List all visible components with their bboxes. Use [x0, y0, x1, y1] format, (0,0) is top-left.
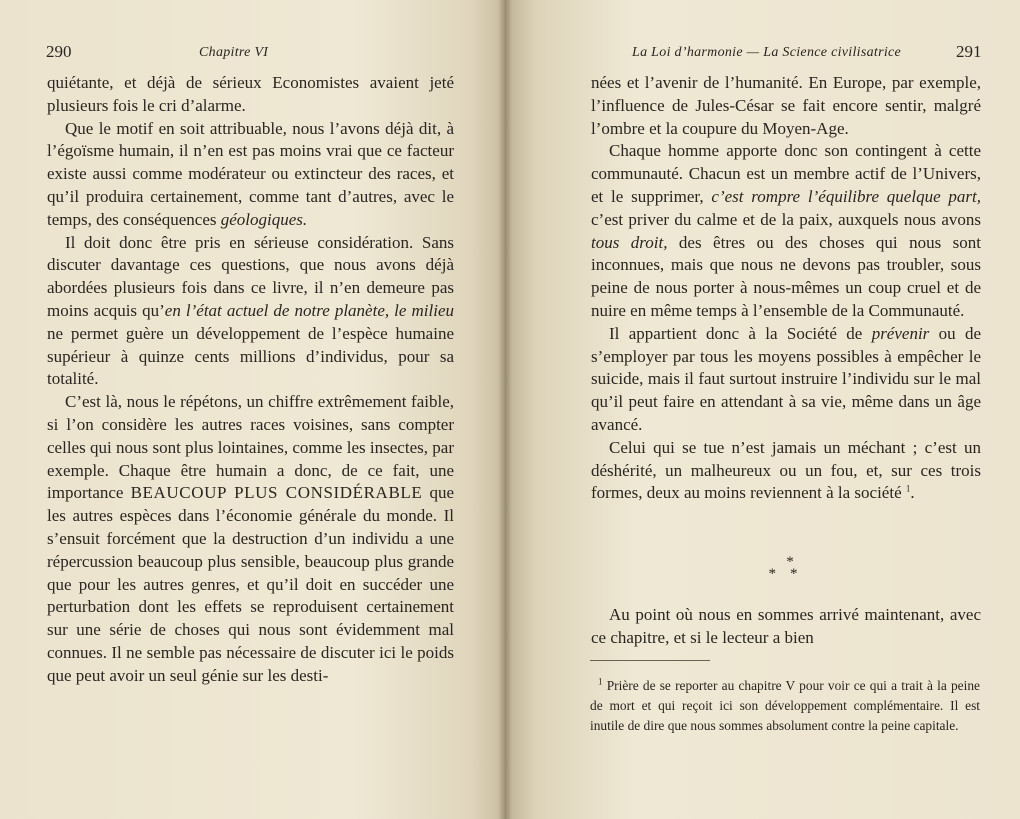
- paragraph: [47, 232, 454, 392]
- left-page: [0, 0, 505, 819]
- footnote: [590, 676, 980, 735]
- book-gutter: [498, 0, 512, 819]
- footnote-marker: 1: [598, 676, 603, 687]
- emphasis-caps: BEAUCOUP PLUS CONSIDÉRABLE: [130, 483, 423, 503]
- section-asterism: * **: [768, 554, 812, 582]
- italic-text: prévenir: [871, 323, 930, 343]
- paragraph: [47, 118, 454, 232]
- italic-text: tous droit,: [591, 232, 668, 252]
- footnote-ref: 1: [905, 483, 911, 494]
- closing-paragraph-text: Au point où nous en sommes arrivé maintenant, avec ce chapitre, et si le lecteur a bien: [591, 605, 981, 647]
- left-page-number: 290: [46, 42, 72, 61]
- text-run: Chaque homme apporte donc son contingent à cette communauté. Chacun est un membre actif de l’Univers, et le supprimer,: [591, 141, 981, 206]
- closing-paragraph: [591, 604, 981, 650]
- text-run: ne permet guère un développement de l’espèce humaine supérieur à quinze cents millions d’individus, pour sa totalité.: [47, 323, 454, 389]
- right-running-head: La Loi d’harmonie — La Science civilisatrice: [632, 45, 902, 60]
- text-run: c’est priver du calme et de la paix, auxquels nous avons: [591, 209, 981, 229]
- right-page-number: 291: [956, 42, 982, 61]
- paragraph: [591, 72, 981, 140]
- right-page: [505, 0, 1020, 819]
- paragraph: [591, 140, 981, 322]
- text-run: Il doit donc être pris en sérieuse considération. Sans discuter davantage ces questions, que nous avons déjà abordées plusieurs fois dans ce livre, il n’en demeure pas moins acquis qu’: [47, 232, 454, 320]
- footnote-rule: [590, 660, 710, 661]
- text-run: Que le motif en soit attribuable, nous l’avons déjà dit, à l’égoïsme humain, il n’en est pas moins vrai que ce facteur existe aussi comme modérateur ou extincteur des races, et qu’il produira certainement, comme tant d’autres, avec le temps, des conséquences: [47, 118, 454, 229]
- text-run: .: [910, 483, 915, 503]
- paragraph: [47, 72, 454, 118]
- text-run: C’est là, nous le répétons, un chiffre extrêmement faible, si l’on considère les autres races voisines, sans compter celles qui nous sont plus lointaines, comme les insectes, par exemple. Chaque être humain a donc, de ce fait, une importance: [47, 392, 454, 503]
- text-run: Il appartient donc à la Société de: [609, 323, 872, 343]
- paragraph: [591, 323, 981, 437]
- text-run: Celui qui se tue n’est jamais un méchant ; c’est un déshérité, un malheureux ou un fou, et, sur ces trois formes, deux au moins reviennent à la société: [591, 437, 981, 503]
- text-run: quiétante, et déjà de sérieux Economistes avaient jeté plusieurs fois le cri d’alarme.: [47, 73, 454, 115]
- right-page-body: [591, 72, 981, 505]
- text-run: ou de s’employer par tous les moyens possibles à empêcher le suicide, mais il faut surtout instruire l’individu sur le mal qu’il peut faire en attendant à sa vie, même dans un âge avancé.: [591, 323, 982, 434]
- italic-text: c’est rompre l’équilibre quelque part,: [711, 186, 981, 206]
- text-run: que les autres espèces dans l’économie générale du monde. Il s’ensuit forcément que la destruction d’un individu a une répercussion beaucoup plus sensible, beaucoup plus grande que pour les autres genres, et qu’il doit en succéder une perturbation dont les effets se reproduisent certainement sur une série de choses qui nous sont évidemment mal connues. Il ne semble pas nécessaire de discuter ici le poids que peut avoir un seul génie sur les desti-: [47, 483, 455, 685]
- left-page-body: [47, 72, 454, 688]
- italic-text: en l’état actuel de notre planète, le milieu: [164, 300, 454, 320]
- text-run: des êtres ou des choses qui nous sont inconnues, mais que nous ne devons pas troubler, sous peine de nous porter à nous-mêmes un coup cruel et de nuire en même temps à l’ensemble de la Communauté.: [591, 232, 981, 320]
- left-running-head: Chapitre VI: [199, 45, 269, 60]
- paragraph: [47, 391, 454, 687]
- italic-text: géologiques.: [220, 209, 308, 229]
- footnote-text: Prière de se reporter au chapitre V pour voir ce qui a trait à la peine de mort et qui reçoit ici son développement complémentaire. Il est inutile de dire que nous sommes absolument contre la peine capitale.: [590, 678, 980, 733]
- text-run: nées et l’avenir de l’humanité. En Europe, par exemple, l’influence de Jules-César se fait encore sentir, malgré l’ombre et la coupure du Moyen-Age.: [591, 73, 981, 138]
- paragraph: [591, 437, 981, 505]
